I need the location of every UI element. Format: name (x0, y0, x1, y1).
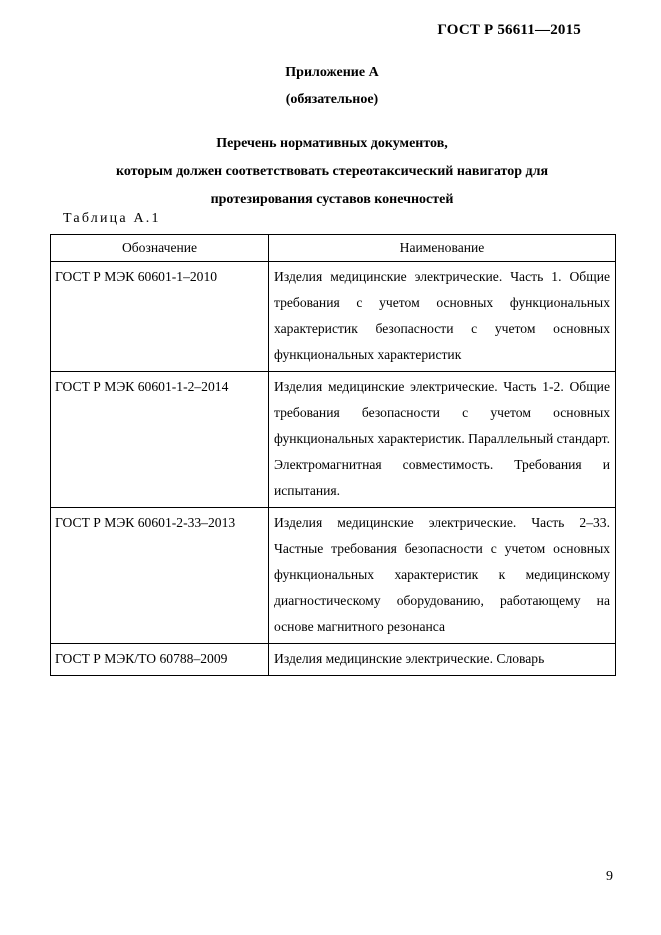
table-row (51, 508, 616, 644)
document-name: Изделия медицинские электрические. Часть 2–33. Частные требования безопасности с учетом основных функциональных характеристик к медицинскому диагностическому оборудованию, работающему на основе магнитного резонанса (269, 508, 616, 644)
document-designation: ГОСТ Р МЭК/ТО 60788–2009 (51, 644, 269, 676)
document-code: ГОСТ Р 56611—2015 (437, 22, 581, 38)
appendix-kind: (обязательное) (285, 92, 379, 107)
list-title-line-3: протезирования суставов конечностей (210, 192, 454, 207)
table-row (51, 644, 616, 676)
list-title-line-2: которым должен соответствовать стереотаксический навигатор для (115, 164, 549, 179)
list-title (50, 130, 614, 214)
table-header-row (51, 235, 616, 262)
table-row (51, 372, 616, 508)
document-designation: ГОСТ Р МЭК 60601-2-33–2013 (51, 508, 269, 644)
header-designation: Обозначение (51, 235, 269, 262)
header-name: Наименование (269, 235, 616, 262)
document-designation: ГОСТ Р МЭК 60601-1-2–2014 (51, 372, 269, 508)
document-designation: ГОСТ Р МЭК 60601-1–2010 (51, 262, 269, 372)
document-name: Изделия медицинские электрические. Часть 1. Общие требования с учетом основных функциональных характеристик безопасности с учетом основных функциональных характеристик (269, 262, 616, 372)
normative-documents-table (50, 234, 616, 676)
table-row (51, 262, 616, 372)
document-name: Изделия медицинские электрические. Часть 1-2. Общие требования безопасности с учетом основных функциональных характеристик. Параллельный стандарт. Электромагнитная совместимость. Требования и испытания. (269, 372, 616, 508)
appendix-title: Приложение А (285, 65, 379, 80)
list-title-line-1: Перечень нормативных документов, (216, 136, 448, 151)
document-name: Изделия медицинские электрические. Словарь (269, 644, 616, 676)
table-caption: Таблица А.1 (63, 211, 161, 226)
page-number: 9 (606, 869, 613, 884)
